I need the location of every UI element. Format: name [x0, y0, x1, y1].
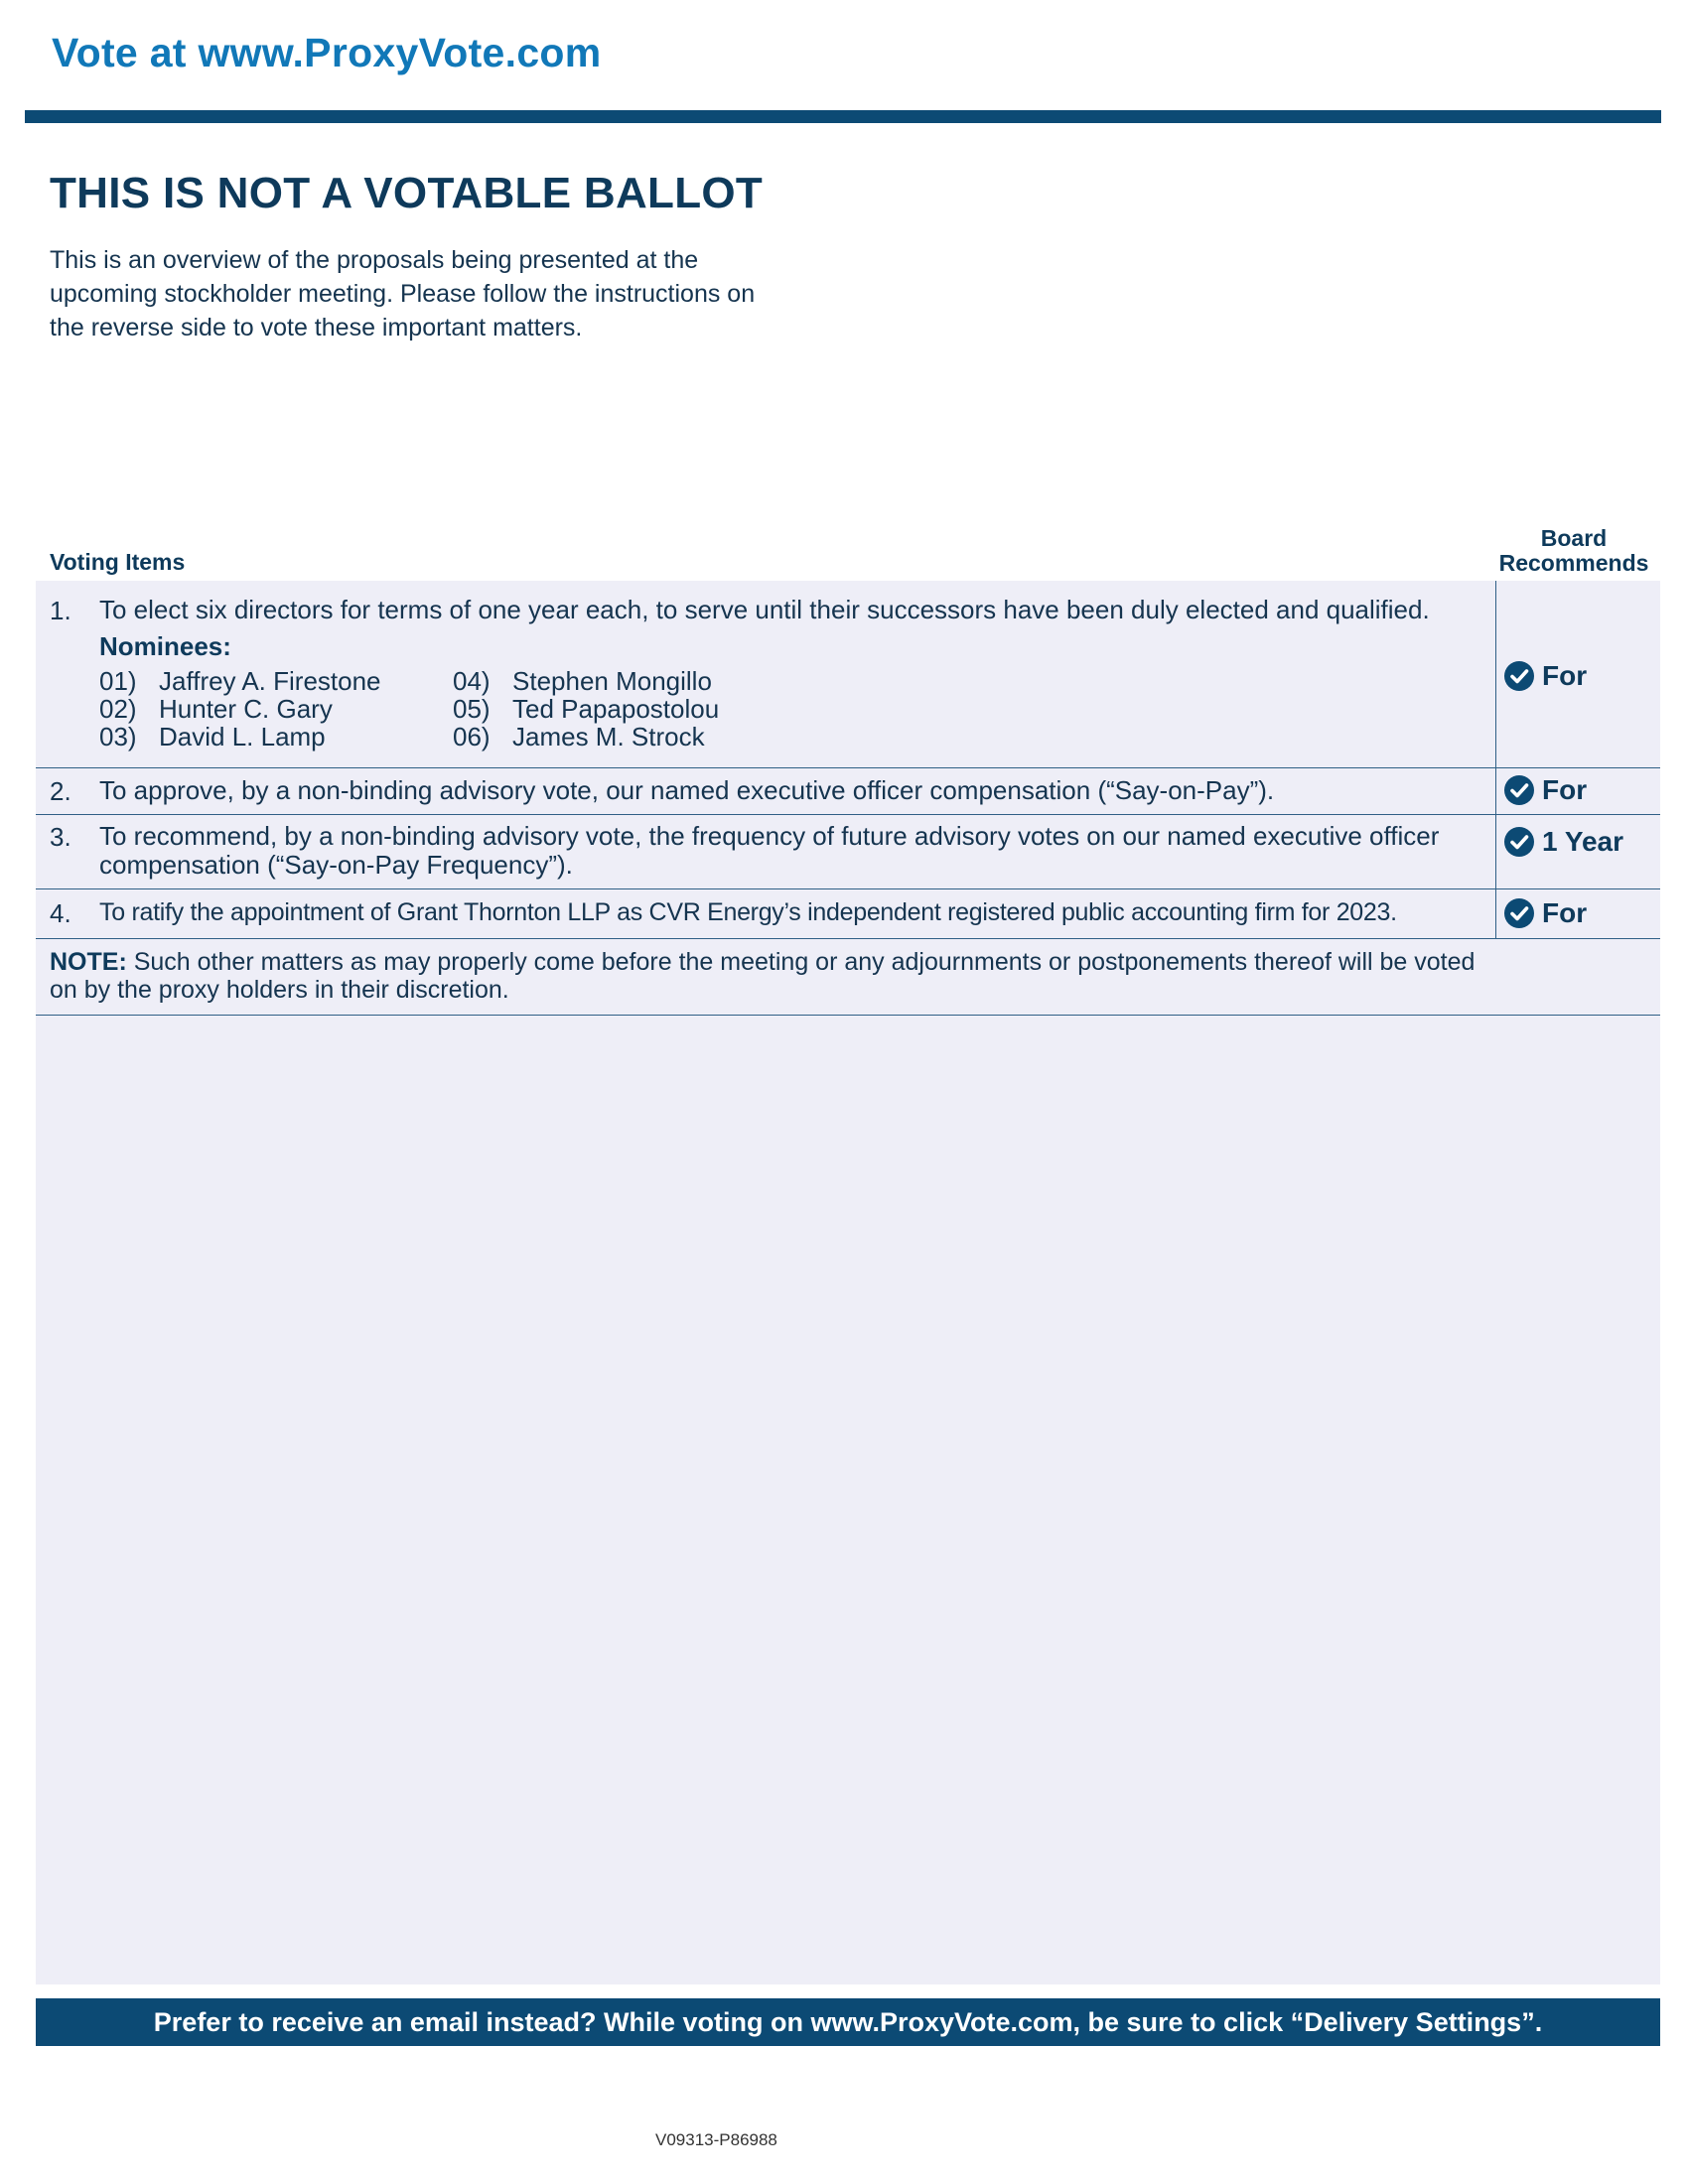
note-label: NOTE:: [50, 948, 127, 976]
item-text: To elect six directors for terms of one year each, to serve until their successors have been duly elected and qualified.: [99, 595, 1430, 624]
recommendation-label: 1 Year: [1542, 826, 1624, 857]
item-text: To approve, by a non-binding advisory vote, our named executive officer compensation (“Say-on-Pay”).: [99, 775, 1275, 805]
nominee-number: 05): [453, 694, 491, 724]
voting-item-1: [36, 581, 1660, 768]
check-circle-icon: [1503, 774, 1535, 806]
intro-line: the reverse side to vote these important matters.: [50, 314, 583, 341]
check-circle-icon: [1503, 826, 1535, 858]
nominee-number: 01): [99, 666, 137, 696]
nominee-number: 03): [99, 722, 137, 751]
voting-item-2: [36, 767, 1660, 815]
board-recommends-header: [1494, 526, 1653, 576]
intro-line: This is an overview of the proposals being presented at the: [50, 246, 699, 274]
nominee: [99, 695, 333, 723]
nominee: [453, 723, 705, 751]
header-rule: [25, 110, 1661, 123]
recommendation-label: For: [1542, 774, 1588, 805]
nominee: [453, 667, 712, 695]
check-circle-icon: [1503, 660, 1535, 692]
voting-item-3: [36, 814, 1660, 889]
intro-text: [50, 243, 884, 344]
nominee-name: Jaffrey A. Firestone: [159, 666, 381, 696]
nominees-label: Nominees:: [99, 631, 231, 661]
item-number: 4.: [50, 898, 71, 928]
nominee-name: Stephen Mongillo: [512, 666, 712, 696]
board-recommendation: [1503, 774, 1587, 806]
recommendation-label: For: [1542, 897, 1588, 928]
intro-line: upcoming stockholder meeting. Please follow the instructions on: [50, 280, 756, 308]
email-delivery-banner: [36, 1998, 1660, 2046]
nominee-number: 04): [453, 666, 491, 696]
nominee-name: James M. Strock: [512, 722, 705, 751]
board-recommendation: [1503, 826, 1623, 858]
item-text: To ratify the appointment of Grant Thornton LLP as CVR Energy’s independent registered public accounting firm for 2023.: [99, 898, 1397, 926]
nominee: [99, 667, 381, 695]
voting-item-4: [36, 888, 1660, 939]
nominee: [453, 695, 719, 723]
nominee-name: Ted Papapostolou: [512, 694, 720, 724]
board-recommendation: [1503, 897, 1587, 929]
item-number: 1.: [50, 596, 71, 625]
email-delivery-text: Prefer to receive an email instead? While voting on www.ProxyVote.com, be sure to click “Delivery Settings”.: [153, 2006, 1543, 2037]
nominee-name: David L. Lamp: [159, 722, 326, 751]
note-text: [50, 948, 1479, 1004]
voting-items-header: Voting Items: [50, 549, 186, 575]
board-recommends-line: Recommends: [1498, 550, 1649, 576]
document-code: V09313-P86988: [655, 2130, 777, 2149]
board-recommends-line: Board: [1540, 525, 1608, 551]
nominee-number: 06): [453, 722, 491, 751]
proxyvote-header-link[interactable]: Vote at www.ProxyVote.com: [52, 30, 602, 75]
item-number: 2.: [50, 776, 71, 806]
recommendation-label: For: [1542, 660, 1588, 691]
item-text: To recommend, by a non-binding advisory vote, the frequency of future advisory votes on our named executive officer compensation (“Say-on-Pay Frequency”).: [99, 821, 1440, 880]
page-title: THIS IS NOT A VOTABLE BALLOT: [50, 169, 764, 217]
item-number: 3.: [50, 822, 71, 852]
check-circle-icon: [1503, 897, 1535, 929]
nominee-name: Hunter C. Gary: [159, 694, 333, 724]
note-body: Such other matters as may properly come before the meeting or any adjournments or postponements thereof will be voted on by the proxy holders in their discretion.: [50, 948, 1476, 1004]
nominee: [99, 723, 326, 751]
board-recommendation: [1503, 660, 1587, 692]
nominee-number: 02): [99, 694, 137, 724]
